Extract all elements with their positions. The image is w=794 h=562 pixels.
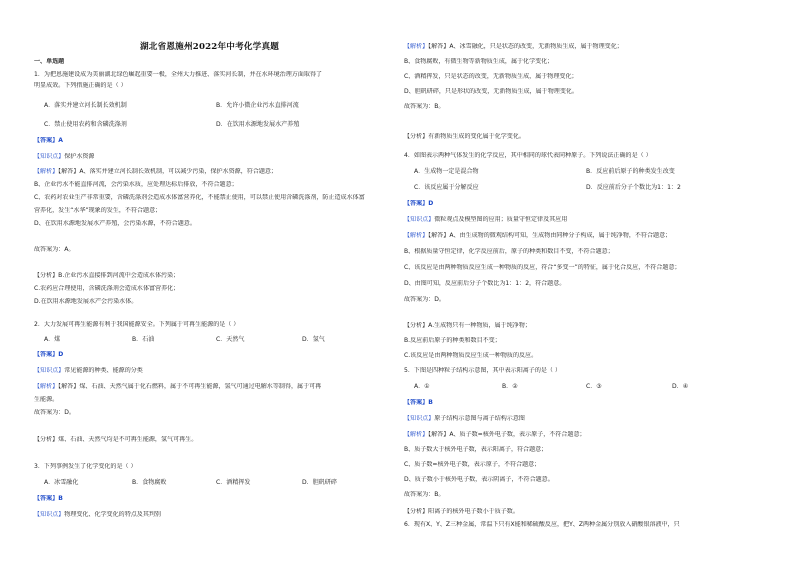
summary-line-1: 【分析】阳离子的核外电子数小于质子数。 [404, 508, 519, 515]
answer-line [404, 200, 433, 208]
analysis-tag: 【解析】 [404, 43, 429, 50]
knowledge-tag: 【知识点】 [34, 367, 65, 374]
analysis-line-1 [404, 431, 586, 439]
answer-tag: 【答案】 [34, 495, 59, 502]
summary-line-1: 【分析】B.企业污水直接排到河流中会造成水体污染； [34, 272, 180, 279]
analysis-line-2: B、食物腐败，有微生物等新物质生成，属于化学变化； [404, 58, 554, 65]
question-1-options-row-1 [34, 102, 394, 110]
knowledge-value: 原子结构示意图与离子结构示意图 [434, 415, 525, 422]
option-d: D．在饮用水源地发展水产养殖 [216, 121, 300, 128]
question-1-options-row-2 [34, 121, 394, 129]
analysis-line-4: 营养化，发生“水华”现象的发生，不符合题意； [34, 207, 162, 214]
final-answer-line: 故答案为：D。 [34, 409, 75, 416]
option-d: D．胆矾研碎 [302, 479, 337, 486]
question-2-line-1: 2．大力发展可再生能源有利于我国能源安全。下列属于可再生能源的是（ ） [34, 321, 240, 328]
analysis-line-2: B、质子数大于核外电子数，表示阳离子，符合题意； [404, 446, 548, 453]
answer-line [404, 399, 433, 407]
analysis-line-5: D、在饮用水源地发展水产养殖，会污染水源，不符合题意。 [34, 220, 196, 227]
analysis-line-3: C、农药对农业生产非常重要，含磷洗涤剂会造成水体富营养化，不能禁止使用，可以禁止使用含磷洗涤剂，防止造成水体富 [34, 194, 365, 201]
summary-line-3: D.在饮用水源地发展水产会污染水体。 [34, 298, 138, 305]
knowledge-value: 物理变化、化学变化的特点及其判别 [64, 511, 161, 518]
question-4-line-1: 4．如图表示两种气体发生的化学反应，其中相同的球代表同种原子。下列说法正确的是（ ） [404, 152, 652, 159]
question-5-options [404, 383, 766, 391]
analysis-line-2: B、根据质量守恒定律，化学反应前后，原子的种类和数目不变，不符合题意； [404, 248, 614, 255]
left-column [34, 0, 394, 562]
summary-line-2: C.农药应合理使用，含磷洗涤剂会造成水体富营养化； [34, 285, 180, 292]
summary-line-3: C.该反应是由两种物质反应生成一种物质的反应。 [404, 352, 538, 359]
analysis-text: 【解答】A、冰雪融化，只是状态的改变，无新物质生成，属于物理变化； [428, 43, 623, 50]
question-3-options [34, 479, 394, 487]
question-5-line-1: 5．下图是四种粒子结构示意图，其中表示阳离子的是（ ） [404, 367, 561, 374]
knowledge-tag: 【知识点】 [404, 216, 435, 223]
knowledge-point-line [404, 415, 525, 423]
summary-line-2: B.反应前后原子的种类和数目不变； [404, 337, 501, 344]
final-answer-line: 故答案为：D。 [404, 296, 445, 303]
option-b: B．石油 [132, 336, 155, 343]
option-c: C．禁止使用农药和含磷洗涤剂 [44, 121, 127, 128]
analysis-line-1 [404, 232, 671, 240]
knowledge-tag: 【知识点】 [34, 511, 65, 518]
analysis-text: 【解答】A、落实并建立河长制长效机制，可以减少污染，保护水资源，符合题意； [58, 168, 277, 175]
option-c: C．天然气 [216, 336, 245, 343]
analysis-line-3: C、质子数=核外电子数，表示原子，不符合题意； [404, 461, 541, 468]
question-1-line-2: 明显成效。下列措施正确的是（ ） [34, 82, 127, 89]
knowledge-value: 保护水资源 [64, 153, 95, 160]
analysis-tag: 【解析】 [404, 431, 429, 438]
analysis-line-2: 生能源。 [34, 396, 59, 403]
option-d: D．④ [672, 383, 689, 390]
knowledge-point-line [34, 367, 143, 375]
answer-value: B [58, 495, 63, 502]
question-3-line-1: 3．下列事例发生了化学变化的是（ ） [34, 463, 137, 470]
summary-line-1: 【分析】有新物质生成的变化属于化学变化。 [404, 133, 525, 140]
document-title: 湖北省恩施州2022年中考化学真题 [140, 42, 280, 52]
summary-line-1: 【分析】煤、石油、天然气均是不可再生能源，氢气可再生。 [34, 436, 198, 443]
question-2-options [34, 336, 394, 344]
analysis-line-4: D、胆矾研碎，只是形状的改变，无新物质生成，属于物理变化。 [404, 88, 578, 95]
knowledge-point-line [34, 511, 161, 519]
knowledge-value: 常见能源的种类、能源的分类 [64, 367, 143, 374]
option-d: D．反应前后分子个数比为1：1：2 [586, 184, 681, 191]
analysis-text: 【解答】A、质子数=核外电子数，表示原子，不符合题意； [428, 431, 586, 438]
answer-tag: 【答案】 [404, 200, 429, 207]
option-d: D．氢气 [302, 336, 325, 343]
question-4-options-row-1 [404, 168, 766, 176]
analysis-text: 【解答】煤、石油、天然气属于化石燃料，属于不可再生能源，氢气可通过电解水等制得，属于可再 [58, 383, 322, 390]
answer-tag: 【答案】 [34, 351, 59, 358]
analysis-line-4: D、由图可知，反应前后分子个数比为1：1：2，符合题意。 [404, 280, 566, 287]
knowledge-tag: 【知识点】 [404, 415, 435, 422]
analysis-line-3: C、该反应是由两种物质反应生成一种物质的反应，符合“多变一”的特征，属于化合反应，不符合题意； [404, 264, 681, 271]
summary-line-1: 【分析】A.生成物只有一种物质，属于纯净物； [404, 322, 531, 329]
analysis-text: 【解答】A、由生成物的微观结构可知，生成物由同种分子构成，属于纯净物，不符合题意； [428, 232, 672, 239]
analysis-line-3: C、酒精挥发，只是状态的改变，无新物质生成，属于物理变化； [404, 73, 578, 80]
analysis-line-1 [34, 383, 321, 391]
final-answer-line: 故答案为：B。 [404, 103, 445, 110]
analysis-line-1 [404, 43, 623, 51]
question-4-options-row-2 [404, 184, 766, 192]
section-heading: 一、单选题 [34, 58, 65, 65]
answer-line [34, 495, 63, 503]
knowledge-point-line [34, 153, 94, 161]
option-a: A．生成物一定是混合物 [414, 168, 479, 175]
analysis-tag: 【解析】 [34, 168, 59, 175]
knowledge-value: 微粒观点及模型图的应用；质量守恒定律及其应用 [434, 216, 568, 223]
final-answer-line: 故答案为：B。 [404, 491, 445, 498]
analysis-line-4: D、质子数小于核外电子数，表示阴离子，不符合题意。 [404, 476, 554, 483]
knowledge-point-line [404, 216, 567, 224]
right-column [404, 0, 766, 562]
question-6-line-1: 6．现有X、Y、Z三种金属，常温下只有X能和稀硫酸反应，把Y、Z两种金属分别放入硝酸银溶液中，只 [404, 521, 680, 528]
answer-tag: 【答案】 [404, 399, 429, 406]
knowledge-tag: 【知识点】 [34, 153, 65, 160]
option-b: B．反应前后原子的种类发生改变 [586, 168, 675, 175]
option-c: C．酒精挥发 [216, 479, 251, 486]
analysis-line-1 [34, 168, 277, 176]
question-1-line-1: 1．为把恩施建设成为美丽湖北绿色崛起重要一极，全州大力推进、落实河长制，并在水环境治理方面取得了 [34, 71, 323, 78]
answer-value: D [428, 200, 434, 207]
option-c: C．③ [586, 383, 602, 390]
answer-value: A [58, 137, 63, 144]
answer-line [34, 137, 63, 145]
option-a: A．煤 [44, 336, 61, 343]
option-b: B．食物腐败 [132, 479, 167, 486]
option-b: B．② [502, 383, 518, 390]
answer-value: B [428, 399, 433, 406]
option-a: A．① [414, 383, 430, 390]
option-a: A．冰雪融化 [44, 479, 79, 486]
analysis-line-2: B、企业污水不能直排河流，会污染水质，应处理达标后排放，不符合题意； [34, 181, 238, 188]
final-answer-line: 故答案为：A。 [34, 246, 75, 253]
option-c: C．该反应属于分解反应 [414, 184, 479, 191]
analysis-tag: 【解析】 [34, 383, 59, 390]
answer-value: D [58, 351, 64, 358]
analysis-tag: 【解析】 [404, 232, 429, 239]
answer-line [34, 351, 63, 359]
option-b: B．允许小微企业污水直排河流 [216, 102, 299, 109]
answer-tag: 【答案】 [34, 137, 59, 144]
option-a: A．落实并建立河长制长效机制 [44, 102, 127, 109]
